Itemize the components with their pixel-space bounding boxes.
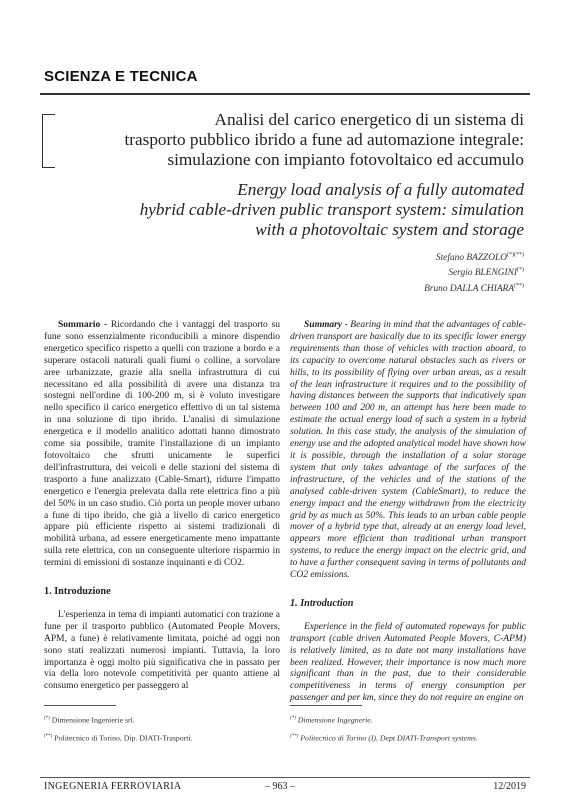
author: Bruno DALLA CHIARA(**) bbox=[424, 282, 524, 294]
intro-paragraph: Experience in the field of automated ropeways for public transport (cable driven Automated People Movers, C-APM) is relatively limited, as to date not many installations have been realized. However, their importance is now much more significant than in the past, due to their considerable competitiveness in terms of energy consumption per passenger and per km, since they do not require an engine on bbox=[290, 621, 526, 704]
footnotes-italian bbox=[44, 711, 193, 746]
abstract-lead: Summary - bbox=[304, 320, 351, 330]
section-rule bbox=[40, 93, 530, 95]
title-italian-line: trasporto pubblico ibrido a fune ad automazione integrale: bbox=[124, 130, 524, 149]
abstract-body: Ricordando che i vantaggi del trasporto su fune sono essenzialmente riconducibili a minore dispendio energetico specifico rispetto a quelli con trazione a bordo e a superare ostacoli naturali quali fiumi o colline, a sorvolare aree urbanizzate, grazie alla snella infrastruttura di cui necessitano ed alla possibilità di avere una distanza tra sostegni nell'ordine di 100-200 m, si è voluto investigare nello specifico il carico energetico effettivo di un tal sistema in una soluzione di tipo ibrido. L'analisi di simulazione energetica e il modello analitico adottati hanno dimostrato come sia possibile, tramite l'installazione di un impianto fotovoltaico che sfrutti unicamente le superfici dell'infrastruttura, dei veicoli e delle stazioni del sistema di trasporto a fune analizzato (Cable-Smart), ridurre l'impatto energetico e l'energia prelevata dalla rete elettrica fino a più del 50% in un caso studio. Ciò porta un people mover urbano a fune di tipo ibrido, che già a livello di carico energetico appare più efficiente rispetto ai sistemi tradizionali di mobilità urbana, ad essere energeticamente meno impattante sulla rete elettrica, con un conseguente ulteriore risparmio in termini di emissioni di sostanze inquinanti e di CO2. bbox=[44, 320, 280, 569]
footnote-rule bbox=[44, 705, 116, 706]
section-heading: 1. Introduzione bbox=[44, 586, 111, 598]
title-italian-line: simulazione con impianto fotovoltaico ed accumulo bbox=[167, 150, 524, 169]
journal-name: INGEGNERIA FERROVIARIA bbox=[44, 781, 182, 792]
footnote: (**) Politecnico di Torino, Dip. DIATI-Trasporti. bbox=[44, 733, 193, 743]
title-english-line: Energy load analysis of a fully automated bbox=[237, 180, 524, 199]
intro-paragraph: L'esperienza in tema di impianti automatici con trazione a fune per il trasporto pubblico (Automated People Movers, APM, a fune) è relativamente limitata, poiché ad oggi non sono stati realizzati numerosi impianti. Tuttavia, la loro importanza è oggi molto più significativa che in passato per via della loro notevole competitività per quanto attiene al consumo energetico per passeggero al bbox=[44, 609, 280, 692]
abstract-body: Bearing in mind that the advantages of cable-driven transport are basically due to its specific lower energy requirements than those of vehicles with traction aboard, to its capacity to overcome natural obstacles such as rivers or hills, to its possibility of flying over urban areas, as a result of the lean infrastructure it requires and to the possibility of having distances between the supports that indicatively span between 100 and 200 m, an attempt has here been made to estimate the actual energy load of such a system in a hybrid solution. In this case study, the analysis of the simulation of energy use and the adopted analytical model have shown how it is possible, through the installation of a solar storage system that only takes advantage of the surfaces of the infrastructure, of the vehicles and of the stations of the analysed cable-driven system (CableSmart), to reduce the energy impact and the energy withdrawn from the electricity grid by as much as 50%. This leads to an urban cable people mover of a hybrid type that, already at an energy load level, appears more efficient than traditional urban transport systems, to reduce the energy impact on the electric grid, and to have a further consequent saving in terms of pollutants and CO2 emissions. bbox=[290, 320, 526, 581]
footnote: (**) Politecnico di Torino (I), Dept DIATI-Transport systems. bbox=[290, 733, 478, 743]
title-italian bbox=[84, 110, 524, 170]
italian-abstract bbox=[44, 320, 280, 570]
title-english-line: hybrid cable-driven public transport system: simulation bbox=[139, 200, 524, 219]
footnote-rule bbox=[290, 705, 362, 706]
title-english bbox=[84, 180, 524, 240]
english-column bbox=[290, 320, 526, 705]
italian-column bbox=[44, 320, 280, 693]
footnote: (*) Dimensione Ingegnerie. bbox=[290, 715, 373, 725]
author: Sergio BLENGINI(*) bbox=[448, 267, 524, 279]
author: Stefano BAZZOLO(*)(**) bbox=[435, 252, 524, 264]
footer-rule bbox=[40, 777, 530, 778]
issue-date: 12/2019 bbox=[493, 781, 526, 792]
abstract-lead: Sommario - bbox=[58, 320, 111, 330]
footnote: (*) Dimensione Ingenierie srl. bbox=[44, 715, 135, 725]
footnotes-english bbox=[290, 711, 478, 746]
title-italian-line: Analisi del carico energetico di un sistema di bbox=[214, 110, 524, 129]
author-list bbox=[224, 249, 524, 295]
section-heading: 1. Introduction bbox=[290, 597, 354, 609]
english-abstract bbox=[290, 320, 526, 582]
page-number: – 963 – bbox=[265, 781, 295, 792]
title-english-line: with a photovoltaic system and storage bbox=[255, 220, 524, 239]
section-label: SCIENZA E TECNICA bbox=[44, 68, 198, 85]
title-bracket-decoration bbox=[42, 114, 55, 168]
